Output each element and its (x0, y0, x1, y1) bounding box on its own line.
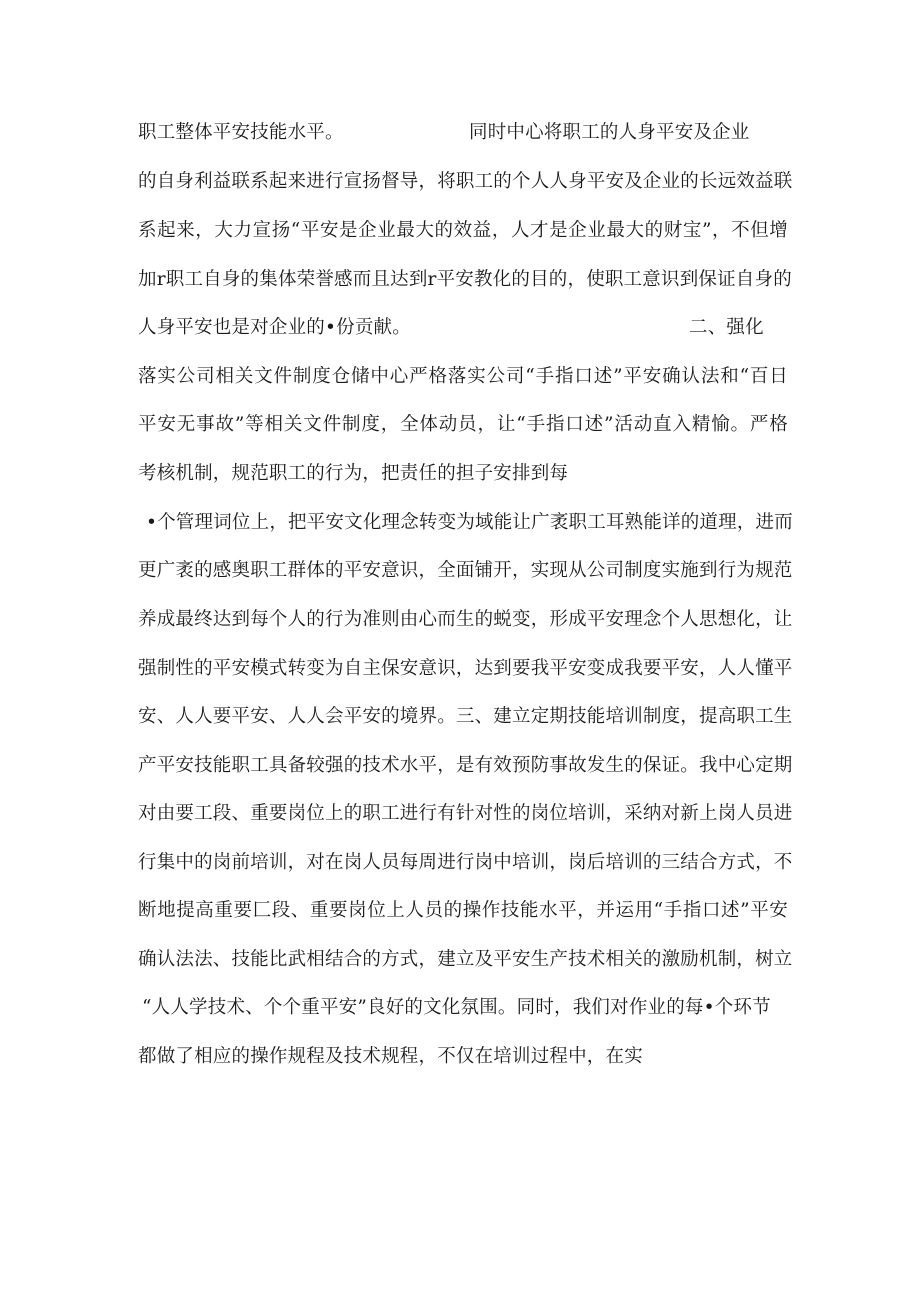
text-line-3: 系起来，大力宣扬“平安是企业最大的效益，人才是企业最大的财宝”，不但增 (138, 220, 788, 241)
text-line-19: “人人学技术、个个重平安”良好的文化氛围。同时，我们对作业的每•个环节 (142, 997, 771, 1018)
text-line-2: 的自身利益联系起来进行宣扬督导，将职工的个人人身平安及企业的长远效益联 (138, 171, 793, 192)
text-line-7: 平安无事故”等相关文件制度，全体动员，让“手指口述”活动直入精愉。严格 (138, 414, 788, 435)
text-line-6: 落实公司相关文件制度仓储中心严格落实公司“手指口述”平安确认法和“百日 (138, 366, 788, 387)
text-line-17: 断地提高重要匚段、重要岗位上人员的操作技能水平，并运用“手指口述”平安 (138, 900, 788, 921)
text-line-16: 行集中的岗前培训，对在岗人员每周进行岗中培训，岗后培训的三结合方式，不 (138, 852, 793, 873)
text-line-11: 养成最终达到每个人的行为准则由心而生的蜕变，形成平安理念个人思想化，让 (138, 609, 793, 630)
text-line-10: 更广袤的感奥职工群体的平安意识，全面铺开，实现从公司制度实施到行为规范 (138, 560, 793, 581)
text-line-1-right: 同时中心将职工的人身平安及企业 (469, 122, 750, 143)
text-line-20: 都做了相应的操作规程及技术规程，不仅在培训过程中，在实 (138, 1046, 643, 1067)
text-line-18: 确认法法、技能比武相结合的方式，建立及平安生产技术相关的激励机制，树立 (138, 949, 793, 970)
text-line-5-right: 二、强化 (689, 317, 764, 338)
text-line-15: 对由要工段、重要岗位上的职工进行有针对性的岗位培训，采纳对新上岗人员进 (138, 803, 793, 824)
text-line-4: 加r职工自身的集体荣誉感而且达到r平安教化的目的，使职工意识到保证自身的 (138, 269, 792, 290)
text-line-8: 考核机制，规范职工的行为，把责任的担子安排到每 (138, 463, 569, 484)
text-line-13: 安、人人要平安、人人会平安的境界。三、建立定期技能培训制度，提高职工生 (138, 706, 793, 727)
text-line-14: 产平安技能职工具备较强的技术水平，是有效预防事故发生的保证。我中心定期 (138, 755, 793, 776)
text-line-5-left: 人身平安也是对企业的•份贡献。 (138, 317, 411, 338)
text-line-12: 强制性的平安模式转变为自主保安意识，达到要我平安变成我要平安，人人懂平 (138, 658, 793, 679)
text-line-1-left: 职工整体平安技能水平。 (138, 122, 344, 143)
text-line-9: •个管理词位上，把平安文化理念转变为域能让广袤职工耳熟能详的道理，进而 (146, 512, 793, 533)
